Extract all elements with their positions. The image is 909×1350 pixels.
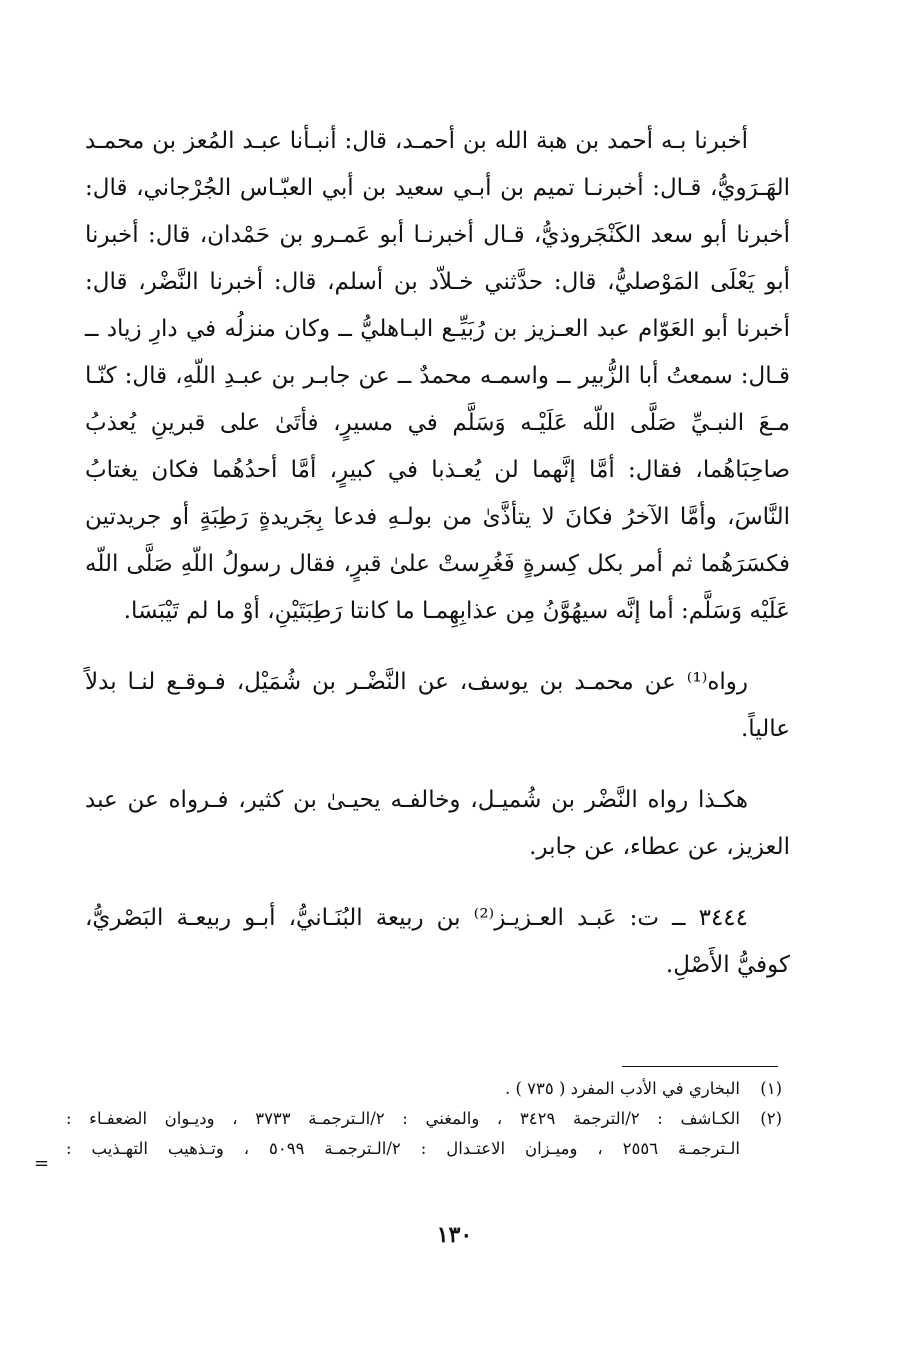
footnote-divider xyxy=(622,1066,778,1067)
footnote-number: (٢) xyxy=(760,1109,782,1128)
main-text xyxy=(85,118,790,989)
footnote-text: البخاري في الأدب المفرد ( ٧٣٥ ) . xyxy=(504,1079,740,1098)
continuation-mark: = xyxy=(34,1153,50,1174)
footnote-1 xyxy=(66,1074,782,1104)
footnote-text: الكـاشف : ٢/الترجمة ٣٤٢٩ ، والمغني : ٢/الـترجمـة ٣٧٣٣ ، وديـوان الضعفـاء : xyxy=(66,1109,740,1128)
footnote-2 xyxy=(66,1104,782,1134)
footnote-number: (١) xyxy=(760,1079,782,1098)
narration-note-paragraph: رواه⁽¹⁾ عن محمـد بن يوسف، عن النَّضْـر بن شُمَيْل، فـوقـع لنـا بدلاً عالياً. xyxy=(85,669,790,742)
biography-entry-paragraph: ٣٤٤٤ ــ ت: عَبـد العـزيـز⁽²⁾ بن ربيعة البُنَـانيُّ، أبـو ربيعـة البَصْريُّ، كوفيُّ الأَصْلِ. xyxy=(85,905,790,978)
variant-note-paragraph: هكـذا رواه النَّضْر بن شُميـل، وخالفـه يحيـىٰ بن كثير، فـرواه عن عبد العزيز، عن عطاء، عن جابر. xyxy=(85,787,790,860)
hadith-paragraph: أخبرنا بـه أحمد بن هبة الله بن أحمـد، قال: أنبـأنا عبـد المُعز بن محمـد الهَـرَويُّ، قـال: أخبرنـا تميم بن أبـي سعيد بن أبي العبّـاس الجُرْجاني، قال: أخبرنا أبو سعد الكَنْجَروذيُّ، قـال أخبرنـا أبو عَمـرو بن حَمْدان، قال: أخبرنا أبو يَعْلَى المَوْصليُّ، قال: حدَّثني خـلاّد بن أسلم، قال: أخبرنا النَّضْر، قال: أخبرنا أبو العَوّام عبد العـزيز بن رُبَيِّـع البـاهليُّ ــ وكان منزلُه في دارِ زياد ــ قـال: سمعتُ أبا الزُّبير ــ واسمـه محمدٌ ــ عن جابـر بن عبـدِ اللّهِ، قال: كنّـا مـعَ النبـيِّ صَلَّى اللّه عَلَيْـه وَسَلَّم في مسيرٍ، فأتَىٰ على قبرينِ يُعذبُ صاحِبَاهُما، فقال: أمَّا إنَّهما لن يُعـذبا في كبيرٍ، أمَّا أحدُهُما فكان يغتابُ النَّاسَ، وأمَّا الآخرُ فكانَ لا يتأذَّىٰ من بولـهِ فدعا بِجَريدةٍ رَطِبَةٍ أو جريدتين فكسَرَهُما ثم أمر بكل كِسرةٍ فَغُرِستْ علىٰ قبرٍ، فقال رسولُ اللّهِ صَلَّى اللّه عَلَيْه وَسَلَّم: أما إنَّه سيهُوَّنُ مِن عذابِهِمـا ما كانتا رَطِبَتَيْنِ، أوْ ما لم تَيْبَسَا. xyxy=(85,128,790,624)
footnote-continuation: الـترجمـة ٢٥٥٦ ، وميـزان الاعتـدال : ٢/الـترجمـة ٥٠٩٩ ، وتـذهيب التهـذيب : xyxy=(66,1139,740,1158)
page-number: ١٣٠ xyxy=(436,1222,473,1248)
footnotes xyxy=(66,1074,782,1164)
